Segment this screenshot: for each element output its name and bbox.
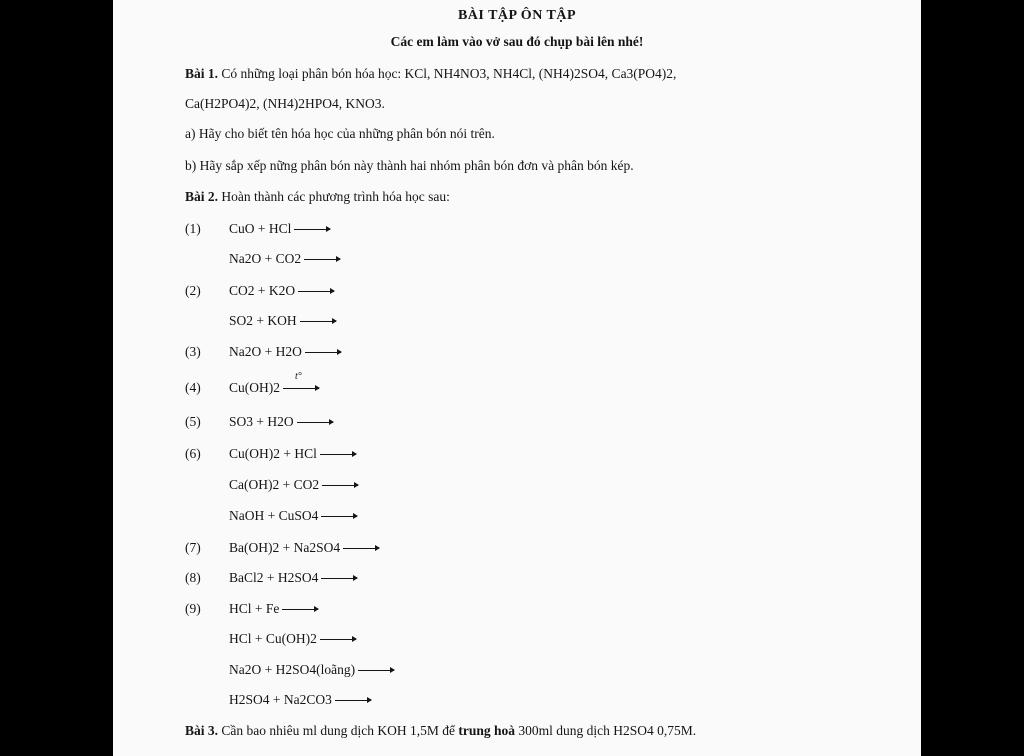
reaction-arrow-icon — [294, 229, 330, 230]
bai1-label: Bài 1. — [185, 66, 219, 81]
equation-text: H2SO4 + Na2CO3 — [229, 692, 332, 707]
equation-row — [229, 221, 330, 237]
equation-text: Ba(OH)2 + Na2SO4 — [229, 540, 341, 555]
reaction-arrow-icon — [283, 371, 319, 389]
reaction-arrow-icon — [320, 639, 356, 640]
equation-row — [229, 601, 318, 617]
bai3-text-bold: trung hoà — [458, 723, 515, 738]
bai3-text-after: 300ml dung dịch H2SO4 0,75M. — [518, 723, 697, 738]
equation-row — [229, 540, 379, 556]
bai3-text-before: Cần bao nhiêu ml dung dịch KOH 1,5M để — [221, 723, 455, 738]
equation-row — [229, 283, 334, 299]
reaction-arrow-icon — [335, 700, 371, 701]
equation-text: HCl + Cu(OH)2 — [229, 631, 317, 646]
reaction-arrow-icon — [321, 578, 357, 579]
equation-row — [229, 251, 340, 267]
equation-number: (2) — [185, 283, 201, 298]
reaction-condition: t° — [295, 371, 302, 383]
equation-row — [229, 313, 336, 329]
reaction-arrow-icon — [322, 485, 358, 486]
reaction-arrow-icon — [321, 516, 357, 517]
equation-row — [229, 414, 333, 430]
equation-text: CO2 + K2O — [229, 283, 296, 298]
reaction-arrow-icon — [297, 422, 333, 423]
reaction-arrow-icon — [298, 291, 334, 292]
equation-row — [229, 570, 357, 586]
reaction-arrow-icon — [358, 670, 394, 671]
equation-text: Cu(OH)2 + HCl — [229, 446, 317, 461]
equation-row — [229, 344, 341, 360]
reaction-arrow-icon — [320, 454, 356, 455]
equation-text: Na2O + H2O — [229, 344, 302, 359]
equation-row — [229, 631, 356, 647]
reaction-arrow-icon — [304, 259, 340, 260]
bai1-line1 — [185, 66, 676, 82]
equation-text: CuO + HCl — [229, 221, 292, 236]
bai3-line — [185, 723, 696, 739]
bai1-question-b: b) Hãy sắp xếp nững phân bón này thành hai nhóm phân bón đơn và phân bón kép. — [185, 158, 634, 173]
equation-number: (4) — [185, 380, 201, 395]
reaction-arrow-icon — [343, 548, 379, 549]
reaction-arrow-icon — [282, 609, 318, 610]
equation-row — [229, 477, 358, 493]
page-title: BÀI TẬP ÔN TẬP — [457, 8, 577, 23]
equation-number: (7) — [185, 540, 201, 555]
equation-text: SO3 + H2O — [229, 414, 294, 429]
equation-number: (3) — [185, 344, 201, 359]
bai2-text: Hoàn thành các phương trình hóa học sau: — [221, 189, 450, 204]
equation-text: NaOH + CuSO4 — [229, 508, 319, 523]
page-subtitle: Các em làm vào vở sau đó chụp bài lên nhé! — [390, 34, 644, 49]
bai1-question-a: a) Hãy cho biết tên hóa học của những phân bón nói trên. — [185, 126, 495, 141]
equation-number: (8) — [185, 570, 201, 585]
equation-text: Cu(OH)2 — [229, 380, 280, 395]
equation-text: SO2 + KOH — [229, 313, 297, 328]
bai3-label: Bài 3. — [185, 723, 219, 738]
reaction-arrow-icon — [305, 352, 341, 353]
reaction-arrow-icon — [300, 321, 336, 322]
bai2-header — [185, 189, 450, 205]
equation-row — [229, 692, 371, 708]
equation-text: Na2O + H2SO4(loãng) — [229, 662, 356, 677]
equation-row — [229, 446, 356, 462]
equation-row — [229, 371, 319, 396]
document-page — [113, 0, 921, 756]
bai2-label: Bài 2. — [185, 189, 219, 204]
equation-text: HCl + Fe — [229, 601, 280, 616]
equation-number: (9) — [185, 601, 201, 616]
equation-text: Na2O + CO2 — [229, 251, 302, 266]
equation-number: (6) — [185, 446, 201, 461]
bai1-text2: Ca(H2PO4)2, (NH4)2HPO4, KNO3. — [185, 96, 385, 111]
bai1-text1: Có những loại phân bón hóa học: KCl, NH4NO3, NH4Cl, (NH4)2SO4, Ca3(PO4)2, — [221, 66, 677, 81]
equation-text: Ca(OH)2 + CO2 — [229, 477, 320, 492]
equation-row — [229, 662, 394, 678]
equation-number: (5) — [185, 414, 201, 429]
equation-row — [229, 508, 357, 524]
equation-number: (1) — [185, 221, 201, 236]
equation-text: BaCl2 + H2SO4 — [229, 570, 319, 585]
